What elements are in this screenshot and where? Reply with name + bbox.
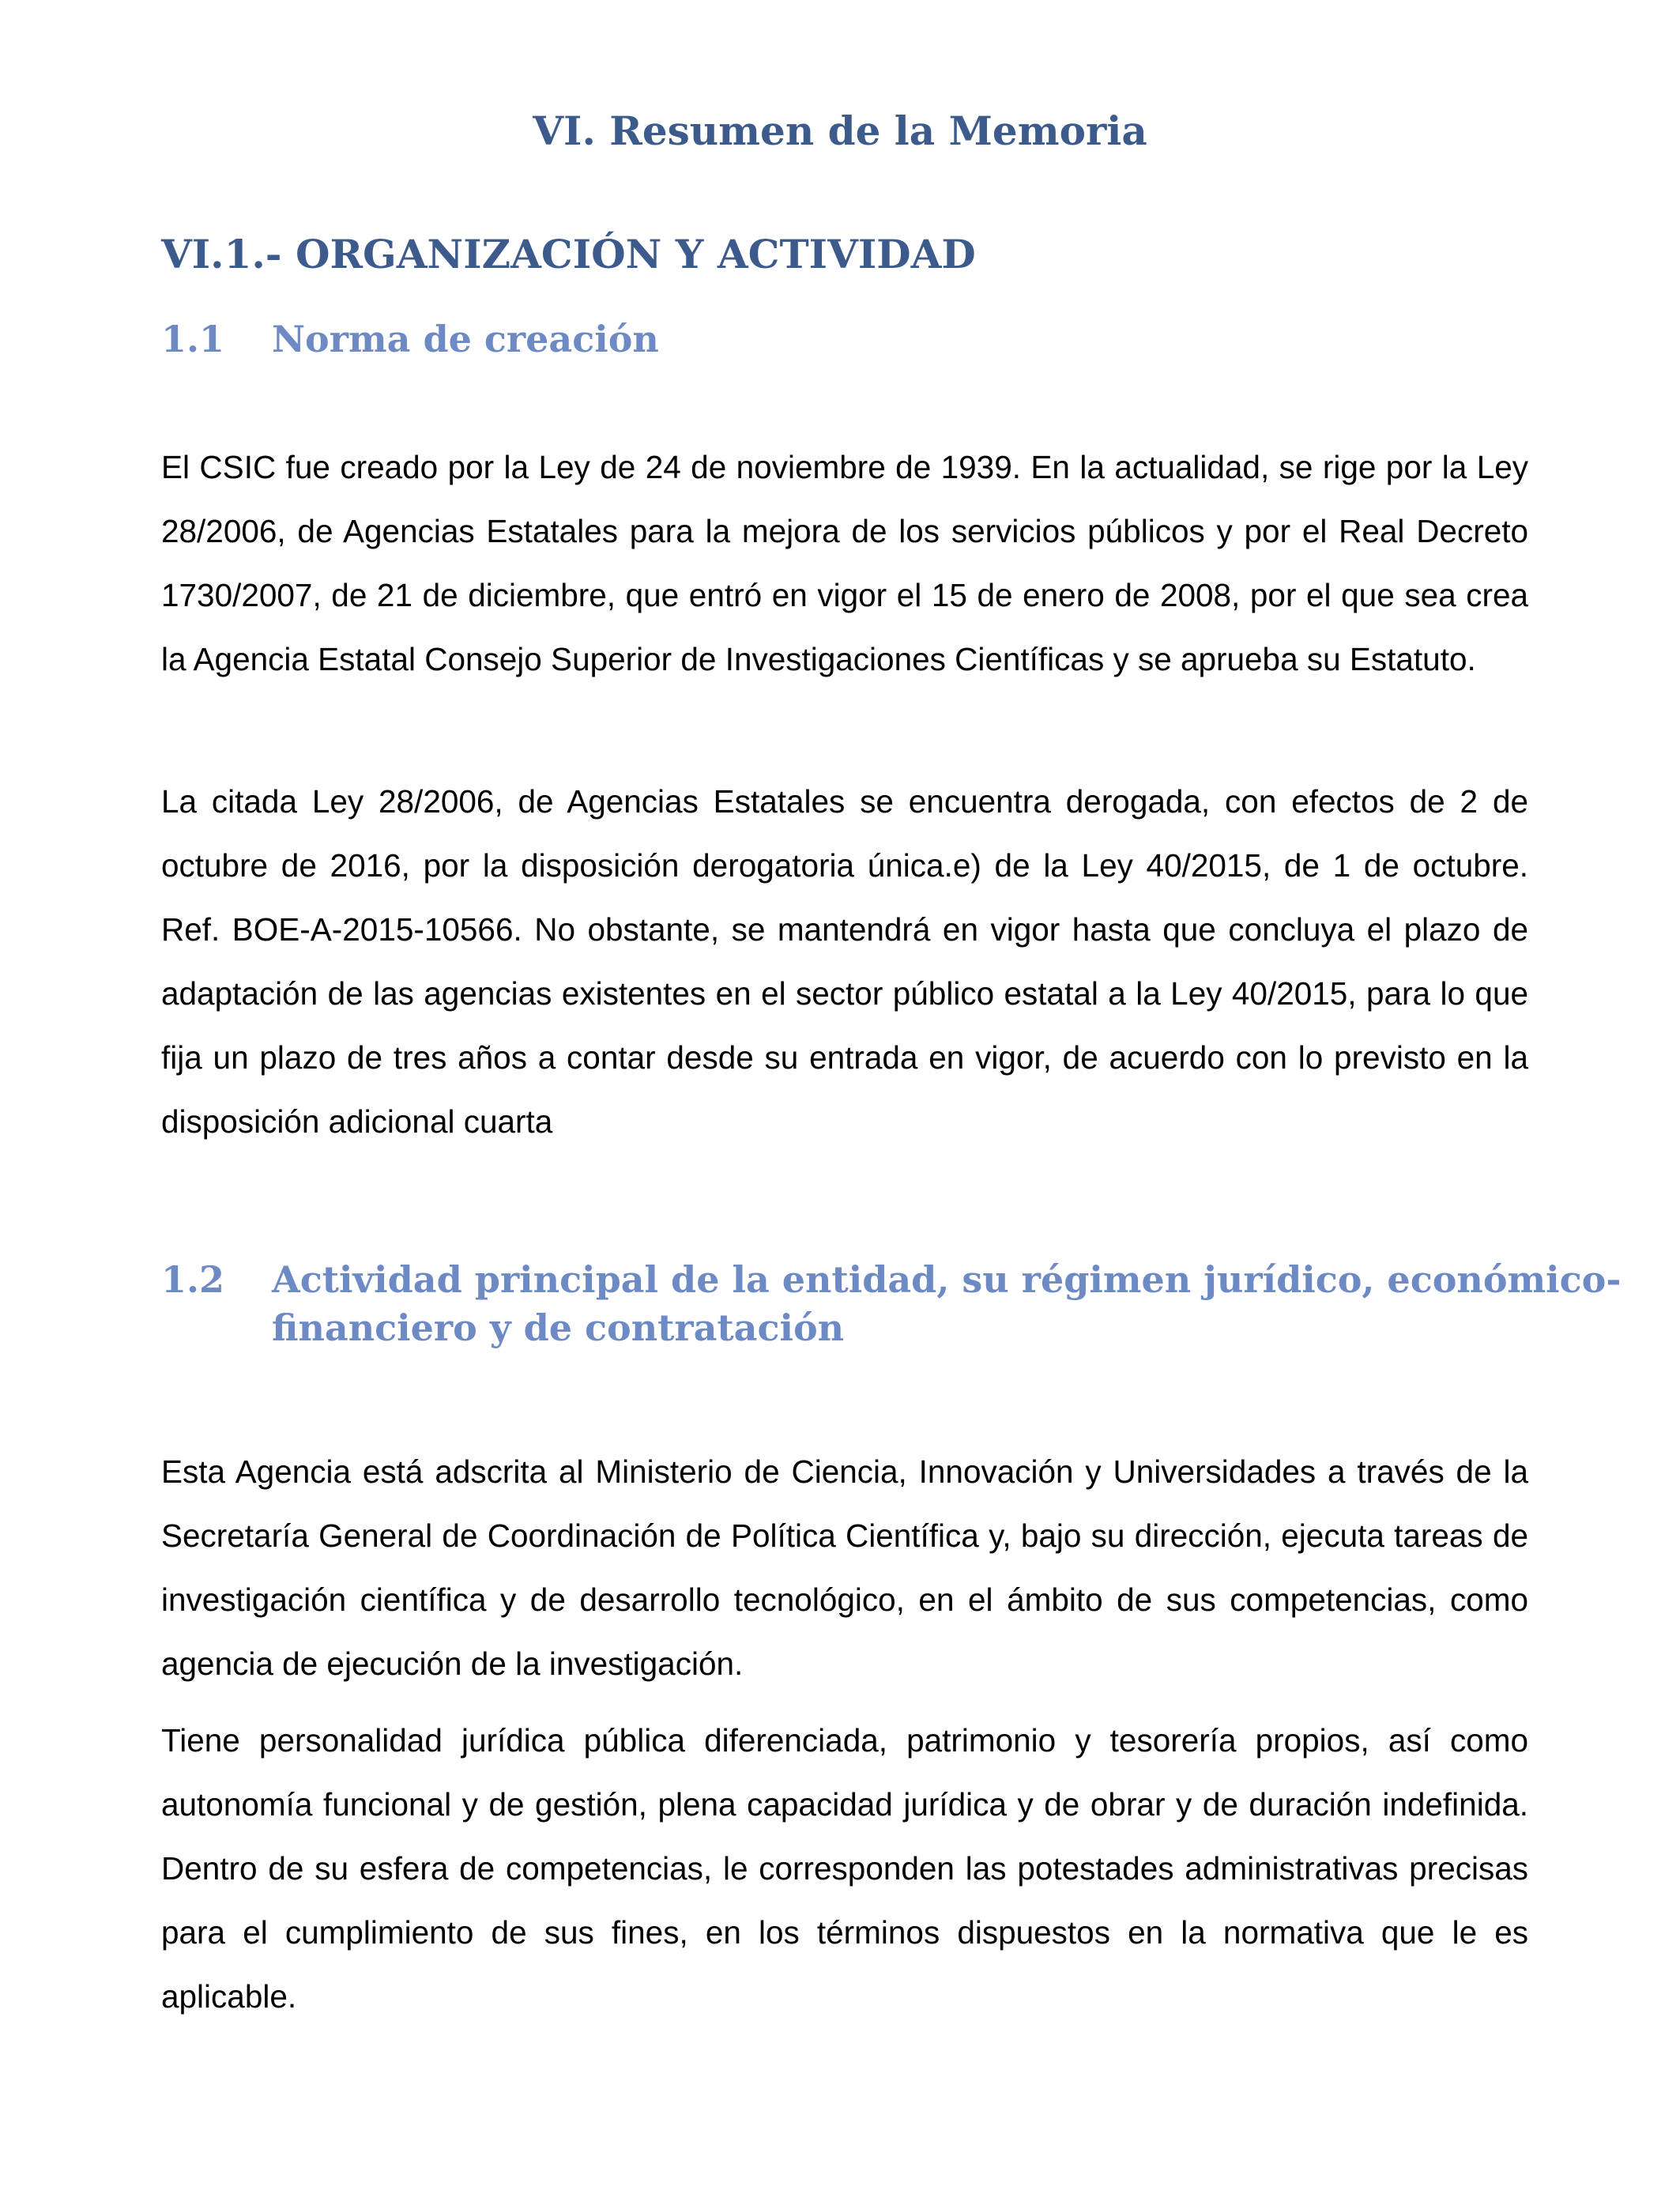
paragraph-ministry: Esta Agencia está adscrita al Ministerio de Ciencia, Innovación y Universidades a través de la Secretaría General de Coordinación de Política Científica y, bajo su dirección, ejecuta tareas de investigación científica y de desarrollo tecnológico, en el ámbito de sus competencias, como agencia de ejecución de la investigación. [161, 1453, 1528, 1682]
subsection-1-number: 1.1 [161, 318, 225, 360]
subsection-2-number: 1.2 [161, 1258, 225, 1301]
subsection-1-title: Norma de creación [272, 318, 659, 360]
paragraph-legal-personality: Tiene personalidad jurídica pública diferenciada, patrimonio y tesorería propios, así como autonomía funcional y de gestión, plena capacidad jurídica y de obrar y de duración indefinida. Dentro de su esfera de competencias, le corresponden las potestades administrativas precisas para el cumplimiento de sus fines, en los términos dispuestos en la normativa que le es aplicable. [161, 1722, 1528, 2015]
section-heading: VI.1.- ORGANIZACIÓN Y ACTIVIDAD [161, 231, 976, 277]
subsection-2-title-line2: financiero y de contratación [272, 1306, 845, 1349]
paragraph-creation: El CSIC fue creado por la Ley de 24 de noviembre de 1939. En la actualidad, se rige por la Ley 28/2006, de Agencias Estatales para la mejora de los servicios públicos y por el Real Decreto 1730/2007, de 21 de diciembre, que entró en vigor el 15 de enero de 2008, por el que sea crea la Agencia Estatal Consejo Superior de Investigaciones Científicas y se aprueba su Estatuto. [161, 449, 1528, 677]
paragraph-derogation: La citada Ley 28/2006, de Agencias Estatales se encuentra derogada, con efectos de 2 de octubre de 2016, por la disposición derogatoria única.e) de la Ley 40/2015, de 1 de octubre. Ref. BOE-A-2015-10566. No obstante, se mantendrá en vigor hasta que concluya el plazo de adaptación de las agencias existentes en el sector público estatal a la Ley 40/2015, para lo que fija un plazo de tres años a contar desde su entrada en vigor, de acuerdo con lo previsto en la disposición adicional cuarta [161, 783, 1528, 1140]
subsection-2-title-line1: Actividad principal de la entidad, su régimen jurídico, económico- [272, 1258, 1622, 1301]
document-title: VI. Resumen de la Memoria [533, 107, 1147, 154]
